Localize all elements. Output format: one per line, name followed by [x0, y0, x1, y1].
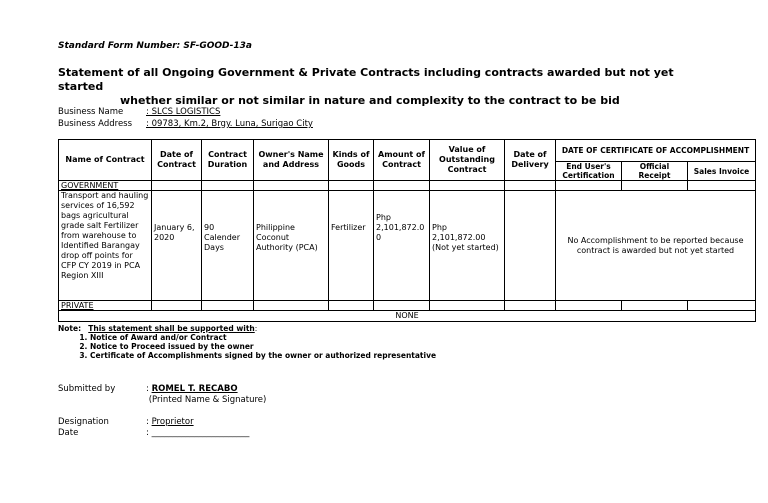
- note-block: [58, 324, 436, 360]
- header-contract-duration: Contract Duration: [202, 140, 254, 181]
- list-item: 2. Notice to Proceed issued by the owner: [90, 342, 436, 351]
- title-line-2: whether similar or not similar in nature and complexity to the contract to be bid: [120, 94, 620, 107]
- business-name-value: : SLCS LOGISTICS: [146, 107, 221, 117]
- submitted-by-label: Submitted by: [58, 384, 116, 394]
- none-label: NONE: [59, 311, 756, 322]
- business-address-label: Business Address: [58, 119, 133, 129]
- private-section-row: [59, 301, 756, 311]
- kinds-cell: Fertilizer: [329, 191, 374, 301]
- submitted-name: ROMEL T. RECABO: [151, 384, 238, 394]
- business-name-row: [58, 106, 458, 118]
- date-label: Date: [58, 428, 79, 438]
- submitted-by-block: [58, 384, 458, 408]
- header-official-receipt: Official Receipt: [622, 162, 688, 181]
- list-item: 3. Certificate of Accomplishments signed by the owner or authorized representative: [90, 351, 436, 360]
- contracts-table: [58, 139, 756, 322]
- header-kinds-of-goods: Kinds of Goods: [329, 140, 374, 181]
- header-name-of-contract: Name of Contract: [59, 140, 152, 181]
- submitted-by-value: : ROMEL T. RECABO: [146, 384, 238, 394]
- header-date-of-delivery: Date of Delivery: [505, 140, 556, 181]
- delivery-cell: [505, 191, 556, 301]
- contract-duration-cell: 90 Calender Days: [202, 191, 254, 301]
- government-label: GOVERNMENT: [59, 181, 152, 191]
- owner-cell: Philippine Coconut Authority (PCA): [254, 191, 329, 301]
- header-end-user: End User's Certification: [556, 162, 622, 181]
- header-value-outstanding: Value of Outstanding Contract: [430, 140, 505, 181]
- contract-date-cell: January 6, 2020: [152, 191, 202, 301]
- designation-label: Designation: [58, 417, 109, 427]
- note-list: [58, 333, 436, 360]
- date-value: _______________________: [151, 428, 250, 438]
- amount-cell: Php 2,101,872.00: [374, 191, 430, 301]
- title-line-1: Statement of all Ongoing Government & Private Contracts including contracts awarded but not yet started: [58, 66, 674, 93]
- business-address-row: [58, 118, 458, 130]
- table-row: [59, 191, 756, 301]
- header-owners-name: Owner's Name and Address: [254, 140, 329, 181]
- header-amount-of-contract: Amount of Contract: [374, 140, 430, 181]
- designation-value-wrap: : Proprietor: [146, 417, 194, 427]
- header-sales-invoice: Sales Invoice: [688, 162, 756, 181]
- header-certificate-group: DATE OF CERTIFICATE OF ACCOMPLISHMENT: [556, 140, 756, 162]
- header-date-of-contract: Date of Contract: [152, 140, 202, 181]
- business-address-value: : 09783, Km.2, Brgy. Luna, Surigao City: [146, 119, 313, 129]
- designation-value: Proprietor: [151, 417, 194, 427]
- printed-name-caption: (Printed Name & Signature): [148, 395, 267, 405]
- note-colon: :: [254, 324, 258, 333]
- private-label: PRIVATE: [59, 301, 152, 311]
- date-row: [58, 428, 458, 440]
- note-label: Note:: [58, 324, 82, 333]
- form-number: Standard Form Number: SF-GOOD-13a: [58, 41, 252, 51]
- none-row: [59, 311, 756, 322]
- outstanding-cell: Php 2,101,872.00 (Not yet started): [430, 191, 505, 301]
- government-section-row: [59, 181, 756, 191]
- list-item: 1. Notice of Award and/or Contract: [90, 333, 436, 342]
- note-lead: This statement shall be supported with: [88, 324, 255, 333]
- contract-name-cell: Transport and hauling services of 16,592 bags agricultural grade salt Fertilizer from warehouse to Identified Barangay drop off points for CFP CY 2019 in PCA Region XIII: [59, 191, 152, 301]
- business-name-label: Business Name: [58, 107, 124, 117]
- document-title: [58, 66, 718, 108]
- certificate-note-cell: No Accomplishment to be reported because contract is awarded but not yet started: [556, 191, 756, 301]
- date-value-wrap: : _______________________: [146, 428, 250, 438]
